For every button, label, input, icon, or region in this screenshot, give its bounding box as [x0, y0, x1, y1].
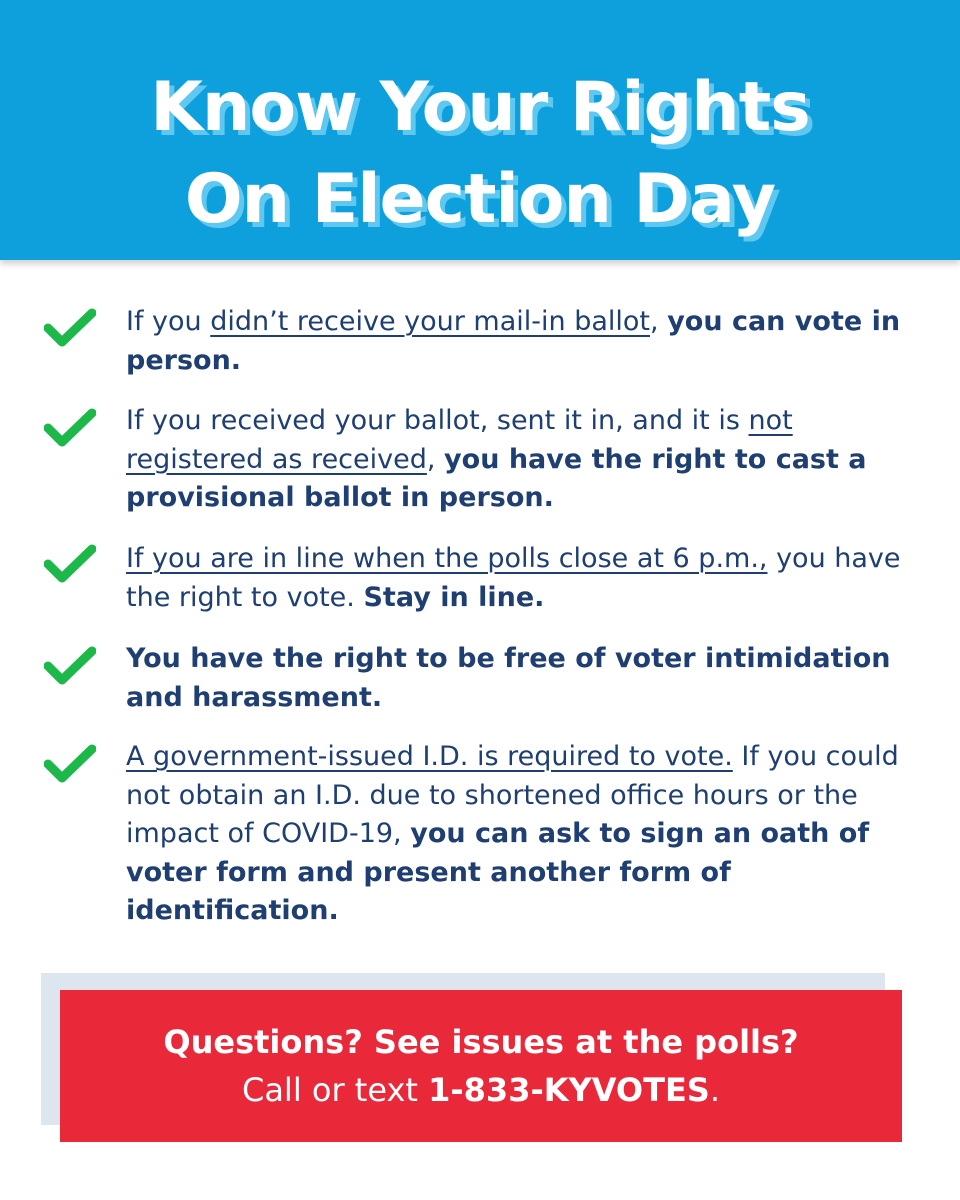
title-line-2: On Election Day [184, 160, 776, 239]
right-text [126, 402, 926, 518]
text-segment: you have the right to vote. [126, 543, 901, 613]
checkmark-icon [44, 744, 96, 784]
underlined-text: not registered as received [126, 405, 793, 475]
underlined-text: If you are in line when the polls close at 6 p.m., [126, 543, 768, 574]
text-segment: , [650, 306, 668, 337]
text-segment: If you [126, 306, 211, 337]
callout-question: Questions? See issues at the polls? [163, 1023, 799, 1061]
checkmark-icon [44, 308, 96, 348]
right-text [126, 738, 926, 931]
callout-suffix: . [709, 1071, 721, 1109]
right-text [126, 303, 926, 380]
right-text [126, 640, 926, 717]
underlined-text: A government-issued I.D. is required to vote. [126, 741, 733, 772]
checkmark-icon [44, 646, 96, 686]
help-callout [60, 990, 902, 1142]
callout-contact [60, 1068, 902, 1112]
underlined-text: didn’t receive your mail-in ballot [210, 306, 651, 337]
hotline-number[interactable]: 1-833-KYVOTES [428, 1071, 710, 1109]
callout-prefix: Call or text [241, 1071, 429, 1109]
checkmark-icon [44, 408, 96, 448]
bold-text: You have the right to be free of voter intimidation and harassment. [126, 643, 891, 713]
text-segment: , [426, 443, 445, 475]
text-segment: If you could not obtain an I.D. due to shortened office hours or the impact of COVID-19, [126, 741, 899, 849]
checkmark-icon [44, 544, 96, 584]
bold-text: you can vote in person. [126, 306, 901, 376]
header-banner [0, 0, 960, 260]
title-line-1: Know Your Rights [150, 68, 810, 147]
page-title [0, 62, 960, 246]
text-segment: If you received your ballot, sent it in, and it is [126, 405, 749, 436]
bold-text: you can ask to sign an oath of voter form and present another form of identification. [126, 818, 870, 926]
bold-text: you have the right to cast a provisional ballot in person. [126, 443, 867, 513]
right-text [126, 540, 926, 617]
bold-text: Stay in line. [363, 581, 545, 613]
